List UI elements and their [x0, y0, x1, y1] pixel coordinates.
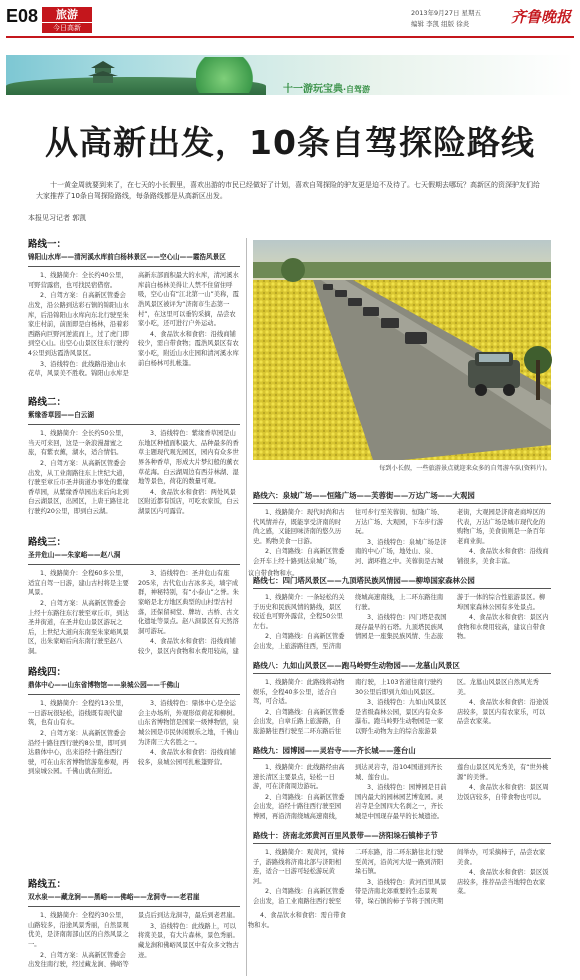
route-block: [28, 878, 346, 978]
route-paragraph: 3、沿线特色：此线路沿途山水花草，风景美不胜收。锦阳山水库是高新东部面积最大的水库，清河溪水库前白杨林美得让人禁不住留住呼吸，空心山有“江北第一山”美称，霞浩风景区被评为“济南市生态第一村”，在这里可以垂钓采摘，品尝农家小吃，还可进行户外运动。: [28, 272, 239, 378]
route-path: 紫缘香草园——白云湖: [28, 408, 240, 426]
route-heading: 路线三：: [28, 537, 67, 548]
route-paragraph: 4、食品饮水和食宿：景区饭店较多，推荐品尝当地特色农家菜。: [457, 869, 549, 896]
banner-title-main: 十一游玩宝典: [283, 84, 343, 95]
route-paragraph: 2、自驾路线：自高新区管委会开车上经十路到达泉城广场，往可步行至芙蓉街、恒隆广场、万达广场、大观园，下车步行游玩。: [253, 509, 444, 565]
route-heading: 路线六：泉城广场——恒隆广场——芙蓉街——万达广场——大观园: [253, 490, 551, 504]
route-block: [28, 396, 240, 528]
route-heading: 路线九：园博园——灵岩寺——齐长城——莲台山: [253, 745, 551, 759]
route-body: [253, 593, 551, 659]
article-title: 从高新出发，10条自驾探险路线: [45, 123, 535, 162]
route-paragraph: 1、线路简介：全长约50公里，当天可来回，这是一条浪漫甜蜜之旅，有紫衣薰，湖水，适合情侣。: [28, 430, 128, 457]
article-photo: [253, 240, 551, 460]
route-body: [28, 911, 346, 977]
route-block: [253, 660, 551, 742]
route-paragraph: 4、食品饮水和食宿：沿线商铺较多，泉城公园可扎帐篷野营。: [138, 749, 236, 766]
route-paragraph: 2、自驾路线：自高新区管委会出发，自章丘路上旅游路，自旅游路往西行驶至二环东路后往南行驶，上103省道往南行驶约30公里后即到九如山风景区。: [253, 679, 443, 735]
page-header: [6, 4, 574, 34]
route-block: [253, 575, 551, 657]
route-path: 双水泉——藏龙涧——黑峪——佛峪——龙洞寺——老君崖: [28, 890, 240, 908]
route-paragraph: 1、线路简介：全程60多公里，适宜自驾一日游，建山古村将是主要风景。: [28, 570, 129, 597]
route-block: [253, 745, 551, 827]
route-paragraph: 1、线路简介：此线路经由高速长清区主要景点，轻松一日游，可在济南周边游玩。: [253, 764, 345, 791]
route-paragraph: 2、自驾路线：自高新区管委会出发，沿工业南路往西行驶至二环东路，沿二环东路往北行驶至黄河，沿黄河大堤一路到济阳垛石镇。: [253, 849, 444, 905]
route-paragraph: 1、线路简介：观黄河，赏柿子，游路线将济南北部与济阳相连，适合一日游可轻松游玩黄河。: [253, 849, 345, 885]
route-heading: 路线七：四门塔风景区——九顶塔民族风情园——柳埠国家森林公园: [253, 575, 551, 589]
route-block: [28, 238, 240, 388]
route-path: 锦阳山水库——清河溪水库前白杨林景区——空心山——霞浩风景区: [28, 250, 240, 268]
route-paragraph: 1、线路简介：现代时尚和古代风情并存，既能享受济南的时尚之感，又能回味济南的悠久历史。购物美食一日游。: [253, 509, 345, 545]
route-paragraph: 1、线路简介：此路线将动物娱乐，全程40多公里，适合自驾，可合适。: [253, 679, 345, 706]
route-paragraph: 4、食品饮水和食宿：沿线商铺较少，需自带食物；霞浩风景区有农家小吃，附近山水庄园和清河溪水库前白杨林可扎帐篷。: [138, 330, 239, 367]
issue-date: 2013年9月27日 星期五: [411, 9, 482, 17]
photo-illustration: [253, 240, 551, 460]
route-body: [28, 699, 240, 869]
banner-title: [283, 80, 370, 95]
route-paragraph: 3、沿线特色：园博园是目前国内最大的园林园艺博览园。灵岩寺是全国四大名刹之一，齐长城是中国现存最早的长城遗迹。莲台山景区风光秀美，有“世外桃源”的美誉。: [355, 764, 549, 820]
route-heading: 路线一：: [28, 239, 67, 250]
route-paragraph: 3、沿线特色：圣井危山有座205米，古代危山古冰多关，墙宇成群，神秘特别，有“小泰山”之誉。朱家峪是北方地区典型的山村型古村落，还保留祠堂、牌坊、古桥、古文化遗址等景点。赵八洞景区有天然溶洞可游玩。: [138, 570, 239, 635]
banner-title-sub: ·自驾游: [343, 85, 371, 94]
route-body: [28, 429, 240, 527]
route-heading: 路线二：: [28, 397, 67, 408]
route-path: 圣井危山——朱家峪——赵八洞: [28, 548, 240, 566]
route-paragraph: 4、食品饮水和食宿：沿途饭店较多，景区内有农家乐，可以品尝农家菜。: [457, 699, 549, 726]
route-paragraph: 1、线路简介：全程约13公里，一日游玩很轻松，沿线既有现代建筑，也有山有水。: [28, 700, 128, 727]
page-number: E08: [6, 6, 39, 26]
route-paragraph: 2、自驾路线：自高新区管委会出发，上旅游路往西，至济南绕城高速南线，上二环东路往南行驶。: [253, 594, 444, 650]
route-paragraph: 2、自驾方案：从高新区管委会出发，从工业南路往东上世纪大道，行驶至章丘市圣井街道办事处的紫缘香草园，从紫缘香草园出来后向北到白云湖景区，出园区，上唐王路往北行驶约20公里，即到白云湖。: [28, 459, 129, 515]
route-heading: 路线八：九如山风景区——跑马岭野生动物园——龙墓山风景区: [253, 660, 551, 674]
route-body: [253, 848, 551, 978]
route-paragraph: 1、线路简介：全程约30公里，山路较多，沿途风景秀丽，自然景观优美，是济南南部山区的自然风景之一。: [28, 912, 129, 948]
route-paragraph: 3、沿线特色：四门塔是我国现存最早的石塔。九顶塔民族风情园是一座集民族风情、生态旅游于一体的综合性旅游景区。柳埠国家森林公园有多处景点。: [355, 594, 546, 641]
route-paragraph: 4、食品饮水和食宿：需自带食物和水。: [248, 912, 346, 929]
route-paragraph: 2、自驾方案：自高新区管委会出发，沿公路到达彩石镇的锦阳山水库，后沿锦阳山水库向东北行驶至朱家庄村前，前面即是白杨林，沿着彩西路向巨野河逆流而上，过了虎门即到空心山。出空心山景区往东行驶约4公里到达霞浩风景区。: [28, 292, 129, 357]
route-block: [28, 666, 240, 870]
route-heading: 路线十：济南北郊黄河百里风景带——济阳垛石镇柿子节: [253, 830, 551, 844]
route-paragraph: 1、线路简介：一条轻松的关于历史和民族风情的路线，景区较近也可野外露营，全程50公里左右。: [253, 594, 345, 630]
route-paragraph: 4、食品饮水和食宿：沿线商铺较少，景区内食物和水费用较高，建议自带食物和水。: [138, 570, 299, 655]
route-heading: 路线五：: [28, 879, 67, 890]
route-paragraph: 3、沿线特色：黄河百里风景带是济南北郊重要的生态景观带，垛石镇的柿子节将于国庆期间举办，可采摘柿子，品尝农家美食。: [355, 849, 546, 905]
section-subtag: 今日高新: [42, 23, 92, 33]
route-body: [253, 763, 551, 829]
header-rule: [6, 36, 574, 38]
pagoda-icon: [86, 61, 120, 83]
route-paragraph: 3、沿线特色：此线路上，可以将赏美景，有大片森林，景色秀丽。藏龙涧和佛峪风景区中有众多文物古迹。: [138, 922, 239, 959]
route-heading: 路线四：: [28, 667, 67, 678]
article-byline: 本报见习记者 郭凯: [28, 214, 87, 222]
lotus-leaf-illustration: [196, 57, 266, 93]
route-body: [253, 678, 551, 744]
route-paragraph: 3、沿线特色：紫缘香草园是山东地区种植面积最大、品种最多的香草主题现代观光园区，园内有众多世界各种香草，形成大片梦幻般的薰衣草花海。白云湖周边有西芬林湖、湿地等景色，荷花的数量可观。: [138, 430, 239, 486]
route-paragraph: 3、沿线特色：泉城广场是济南的中心广场，地处山、泉、河、湖环抱之中。芙蓉街是古城老街，大观园是济南老商埠区的代表，万达广场是城市现代化的购物广场，美食街则是一条百年老商业街。: [355, 509, 546, 565]
route-path: 鼎体中心——山东省博物馆——泉城公园——千佛山: [28, 678, 240, 696]
route-body: [253, 508, 551, 574]
route-block: [253, 490, 551, 572]
article-intro: 十一黄金周就要到来了，在七天的小长假里，喜欢出游的市民已经做好了计划，喜欢自驾探险的驴友更是迫不及待了。七天假期去哪玩？高新区的资深驴友们给大家推荐了10条自驾探险路线，每条路线都是从高新区出发。: [36, 181, 540, 200]
editor-credit: 编辑 李凯 组版 徐炎: [411, 20, 470, 28]
newspaper-logo: 齐鲁晚报: [511, 8, 572, 26]
route-block: [253, 830, 551, 976]
route-paragraph: 4、食品饮水和食宿：沿线商铺很多，美食丰富。: [457, 548, 549, 565]
section-tag: 旅游: [42, 7, 92, 22]
route-paragraph: 2、自驾方案：从高新区管委会上经十东路往东行驶至章丘市，到达圣井街道，在圣井危山景区游玩之后，上世纪大道向东南至朱家峪风景区，出朱家峪后向东南行驶至赵八洞。: [28, 599, 129, 655]
route-paragraph: 1、线路简介：全长约40公里，可野营露宿，也可找民宿借宿。: [28, 272, 128, 289]
route-body: [28, 271, 240, 387]
column-divider: [246, 238, 247, 976]
route-paragraph: 3、沿线特色：鼎体中心是全运会主办场所，外观形似荷花和柳树。山东省博物馆是国家一级博物馆，泉城公园是市民休闲娱乐之地，千佛山为济南三大名胜之一。: [138, 700, 239, 746]
route-paragraph: 2、自驾方案：从高新区管委会沿经十路往西行驶约8公里，即可到达鼎体中心，出来沿经十路往西行驶，可在山东省博物馆游览参观，再到泉城公园。千佛山就在附近。: [28, 729, 129, 776]
route-paragraph: 3、沿线特色：九如山风景区是省级森林公园，景区内有众多瀑布。跑马岭野生动物园是一家以野生动物为主的综合旅游景区。龙墓山风景区自然风光秀美。: [355, 679, 539, 735]
photo-caption: 每到小长假，一些旅游景点就迎来众多的自驾游车队(资料片)。: [379, 465, 551, 472]
route-paragraph: 2、自驾方案：从高新区管委会出发往南行驶，经过藏龙涧、佛峪等景点后到达龙洞寺，最后到老君崖。: [28, 912, 239, 969]
route-paragraph: 2、自驾路线：自高新区管委会出发，沿经十路往西行驶至园博园，再沿济南绕城高速南线，到达灵岩寺，沿104国道到齐长城、莲台山。: [253, 764, 443, 820]
route-paragraph: 4、食品饮水和食宿：两处风景区附近都有饭店，可吃农家饭，白云湖景区内可露营。: [138, 488, 239, 515]
route-paragraph: 4、食品饮水和食宿：景区内食物和水费用较高，建议自带食物。: [457, 614, 549, 641]
route-paragraph: 4、食品饮水和食宿：景区周边饭店较多，自带食物也可以。: [457, 784, 549, 801]
